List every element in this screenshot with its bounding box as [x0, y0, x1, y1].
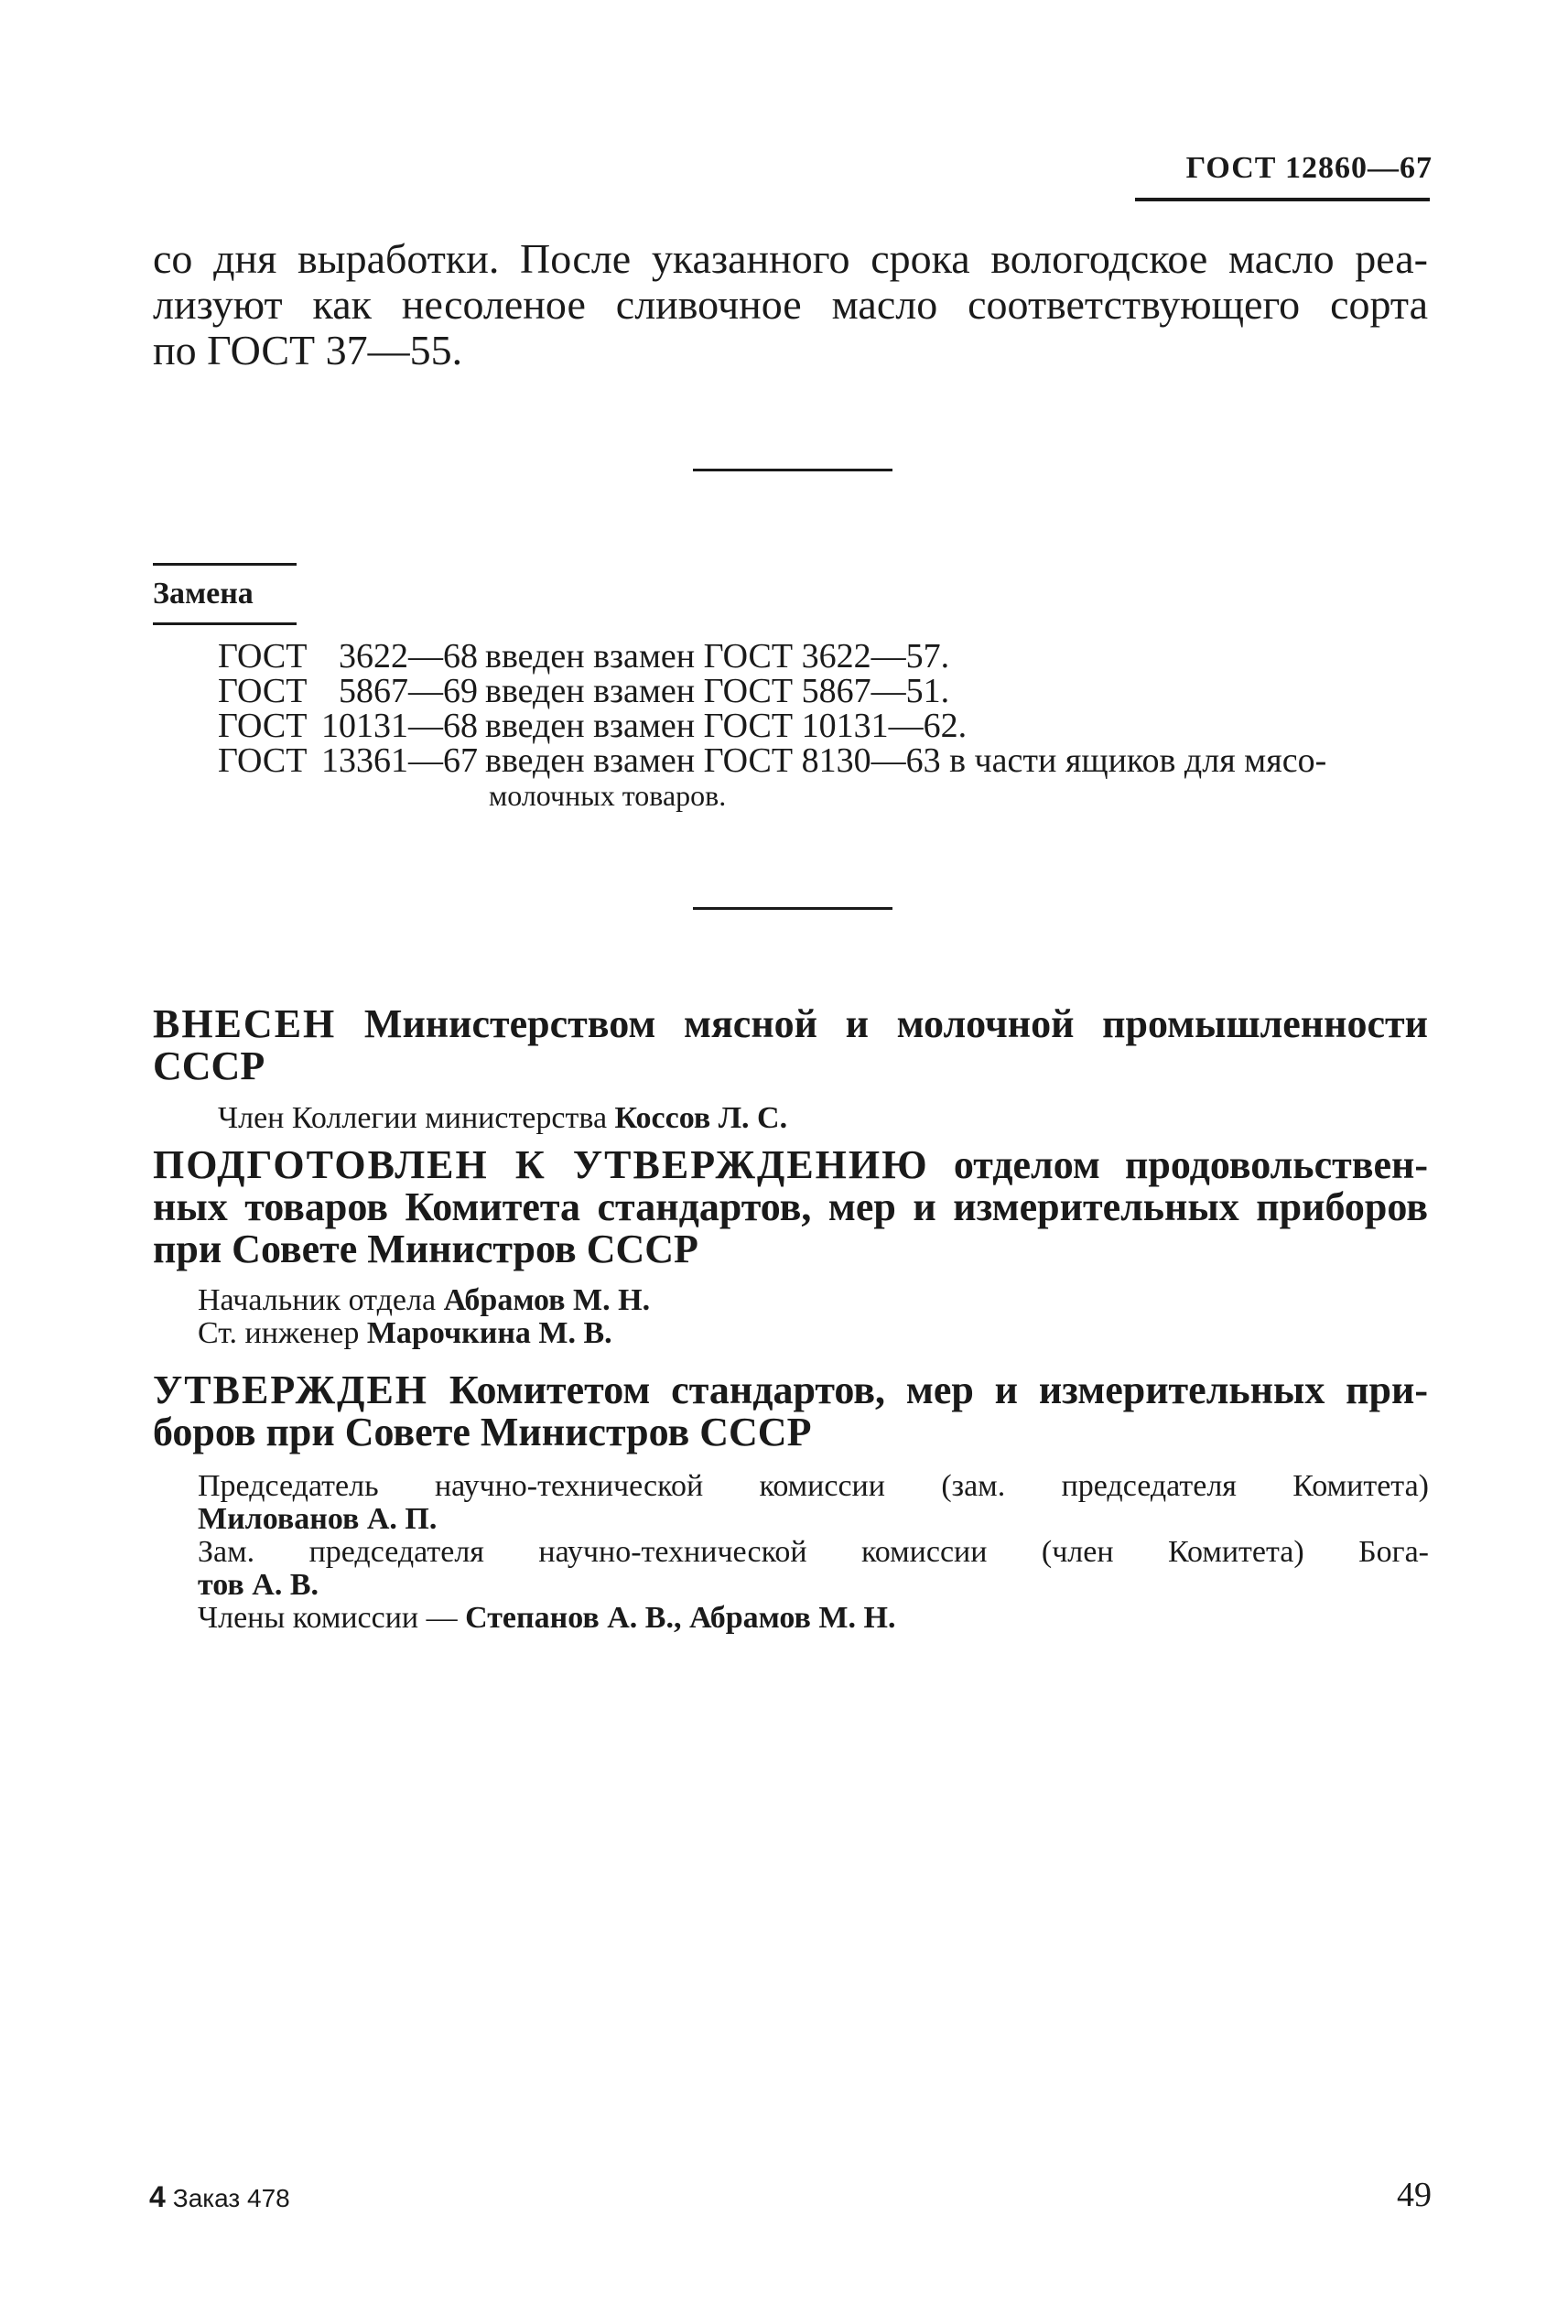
replacement-list	[218, 639, 1435, 813]
podgotovlen-lead: ПОДГОТОВЛЕН К УТВЕРЖДЕНИЮ	[153, 1142, 929, 1187]
replacement-text: введен взамен ГОСТ 8130—63 в части ящиков для мясо-	[485, 741, 1327, 780]
paragraph-line: со дня выработки. После указанного срока вологодское масло реа-	[153, 235, 1428, 282]
print-order	[149, 2180, 290, 2214]
utverzhden-signatories	[198, 1470, 1429, 1635]
podgotovlen-line-1	[153, 1144, 1428, 1186]
podgotovlen-line-1-rest: отделом продовольствен-	[953, 1142, 1429, 1187]
signatory-line	[198, 1602, 1429, 1635]
section-separator	[693, 469, 892, 471]
header-rule	[1135, 198, 1430, 201]
podgotovlen-line-2: ных товаров Комитета стандартов, мер и измерительных приборов	[153, 1184, 1428, 1229]
podgotovlen-signatories	[198, 1284, 650, 1350]
standard-label: ГОСТ	[218, 637, 308, 676]
replacement-row-continuation: молочных товаров.	[489, 779, 727, 812]
replacement-row	[218, 708, 1435, 743]
signatory-role-line: Зам. председателя научно-технической комиссии (член Комитета) Бога-	[198, 1535, 1429, 1569]
print-order-text: Заказ 478	[172, 2184, 290, 2212]
vnesen-line-1	[153, 1003, 1428, 1045]
replacement-row	[218, 639, 1435, 674]
standard-number: 5867—69	[339, 672, 478, 710]
signatory-line	[198, 1284, 650, 1317]
utverzhden-block	[153, 1369, 1428, 1454]
replacement-row	[218, 743, 1435, 778]
replacement-text: введен взамен ГОСТ 3622—57.	[485, 637, 950, 676]
signatory-role: Члены комиссии —	[198, 1601, 458, 1635]
standard-number: 13361—67	[321, 741, 478, 780]
page-number: 49	[1397, 2176, 1432, 2214]
vnesen-block	[153, 1003, 1428, 1087]
vnesen-line-1-rest: Министерством мясной и молочной промышленности	[363, 1001, 1428, 1046]
signatory-name: тов А. В.	[198, 1568, 319, 1602]
replacement-text: введен взамен ГОСТ 5867—51.	[485, 672, 950, 710]
signatory-role-line: Председатель научно-технической комиссии (зам. председателя Комитета)	[198, 1469, 1429, 1503]
signatory-name: Милованов А. П.	[198, 1502, 438, 1536]
standard-label: ГОСТ	[218, 741, 308, 780]
signatory-role: Начальник отдела	[198, 1283, 437, 1317]
signatory-role: Ст. инженер	[198, 1316, 360, 1350]
print-order-number: 4	[149, 2180, 166, 2213]
podgotovlen-block	[153, 1144, 1428, 1270]
signatory-name: Марочкина М. В.	[366, 1316, 612, 1350]
standard-number: 3622—68	[339, 637, 478, 676]
utverzhden-line-2: боров при Совете Министров СССР	[153, 1410, 812, 1454]
standard-number: 10131—68	[321, 707, 478, 745]
signatory-name: Коссов Л. С.	[614, 1101, 788, 1135]
vnesen-signatory	[218, 1102, 787, 1135]
signatory-name: Степанов А. В., Абрамов М. Н.	[465, 1601, 896, 1635]
standard-label: ГОСТ	[218, 707, 308, 745]
vnesen-line-2: СССР	[153, 1043, 265, 1088]
signatory-role: Член Коллегии министерства	[218, 1101, 608, 1135]
paragraph-line: по ГОСТ 37—55.	[153, 327, 463, 373]
replacement-text: введен взамен ГОСТ 10131—62.	[485, 707, 968, 745]
standard-label: ГОСТ	[218, 672, 308, 710]
paragraph-line: лизуют как несоленое сливочное масло соответствующего сорта	[153, 281, 1428, 328]
replacement-title-rule-bottom	[153, 622, 297, 625]
utverzhden-line-1	[153, 1369, 1428, 1411]
section-separator	[693, 907, 892, 910]
vnesen-lead: ВНЕСЕН	[153, 1001, 337, 1046]
utverzhden-line-1-rest: Комитетом стандартов, мер и измерительных при-	[449, 1367, 1428, 1412]
signatory-name: Абрамов М. Н.	[443, 1283, 651, 1317]
replacement-title: Замена	[153, 577, 254, 611]
podgotovlen-line-3: при Совете Министров СССР	[153, 1227, 698, 1271]
continuation-paragraph	[153, 236, 1428, 373]
utverzhden-lead: УТВЕРЖДЕН	[153, 1367, 429, 1412]
replacement-title-rule-top	[153, 563, 297, 566]
document-code: ГОСТ 12860—67	[1185, 151, 1433, 185]
replacement-row	[218, 674, 1435, 708]
signatory-line	[198, 1317, 650, 1350]
